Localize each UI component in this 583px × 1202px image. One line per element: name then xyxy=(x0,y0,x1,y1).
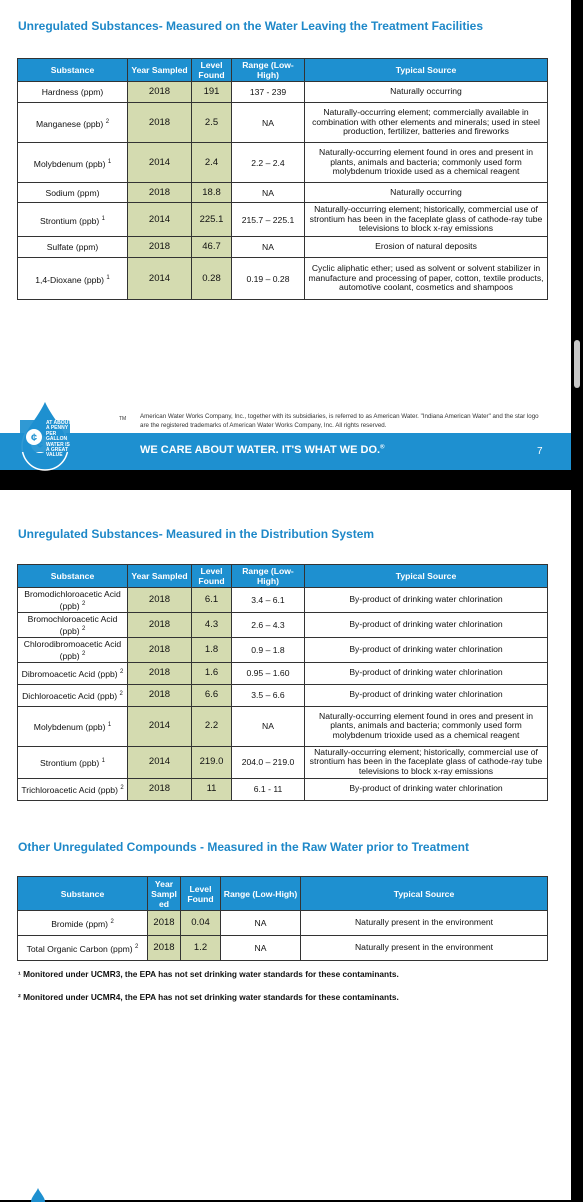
footnote-marker: 1 xyxy=(107,158,112,165)
water-drop-logo-icon xyxy=(28,1188,48,1202)
col-header-range: Range (Low-High) xyxy=(232,565,305,588)
cell-level-text: 46.7 xyxy=(202,241,221,252)
cell-substance-text: 1,4-Dioxane (ppb) xyxy=(35,274,105,285)
cell-substance xyxy=(18,588,128,613)
cell-level-text: 6.1 xyxy=(204,593,219,605)
footnote-ucmr3: ¹ Monitored under UCMR3, the EPA has not set drinking water standards for these contaminants. xyxy=(18,969,399,979)
cell-range xyxy=(232,237,305,258)
cell-source-text: Naturally-occurring element found in ores and present in plants, animals and bacteria; commonly used form molybdenum trioxide used as a chemical reagent xyxy=(318,710,533,740)
cell-substance-text: Sodium (ppm) xyxy=(45,187,100,198)
cell-substance-text: Molybdenum (ppb) xyxy=(33,158,106,169)
cell-level xyxy=(192,203,232,237)
cell-substance xyxy=(18,612,128,637)
cell-source xyxy=(305,778,548,800)
col-header-substance: Substance xyxy=(18,877,148,911)
table-row xyxy=(18,183,548,203)
distribution-system-table xyxy=(17,564,548,801)
cell-year xyxy=(128,706,192,746)
cell-year xyxy=(128,143,192,183)
table-row xyxy=(18,662,548,684)
cell-substance xyxy=(18,662,128,684)
cell-source xyxy=(301,911,548,936)
trademark-mark: TM xyxy=(119,416,127,422)
cell-year-text: 2018 xyxy=(148,618,171,630)
cell-range xyxy=(232,612,305,637)
cell-level-text: 2.2 xyxy=(204,720,219,732)
cell-range-text: NA xyxy=(262,117,274,128)
cell-source xyxy=(305,637,548,662)
table-row xyxy=(18,911,548,936)
cell-year-text: 2018 xyxy=(153,942,175,953)
cell-source-text: Naturally present in the environment xyxy=(354,917,494,928)
cell-source xyxy=(305,203,548,237)
cell-substance xyxy=(18,237,128,258)
report-page-7 xyxy=(0,0,571,470)
cell-range-text: 3.4 – 6.1 xyxy=(251,594,285,605)
cell-year-text: 2014 xyxy=(148,213,171,225)
cell-year-text: 2018 xyxy=(153,917,175,928)
cell-year xyxy=(128,662,192,684)
cell-level-text: 1.6 xyxy=(204,667,219,679)
cell-range-text: NA xyxy=(254,918,267,928)
cell-year xyxy=(128,684,192,706)
scrollbar-thumb[interactable] xyxy=(574,340,580,388)
footnote-marker: 1 xyxy=(106,274,110,281)
cell-source xyxy=(305,143,548,183)
raw-water-table xyxy=(17,876,548,961)
cell-substance-text: Molybdenum (ppb) xyxy=(33,722,106,732)
table-row xyxy=(18,203,548,237)
col-header-year: Year Sampl ed xyxy=(148,877,181,911)
cell-level xyxy=(192,237,232,258)
cell-source xyxy=(305,684,548,706)
cell-source xyxy=(301,936,548,961)
col-header-substance: Substance xyxy=(18,565,128,588)
cell-level-text: 18.8 xyxy=(202,186,221,198)
cell-range xyxy=(232,778,305,800)
cell-year-text: 2014 xyxy=(148,720,171,732)
cell-range-text: 6.1 - 11 xyxy=(253,784,283,795)
cell-substance xyxy=(18,203,128,237)
tagline: WE CARE ABOUT WATER. IT'S WHAT WE DO.® xyxy=(140,444,385,456)
col-header-level: Level Found xyxy=(192,565,232,588)
cell-level xyxy=(192,706,232,746)
legal-text: American Water Works Company, Inc., together with its subsidiaries, is referred to as American Water. "Indiana American Water" and the star logo are the registered trademarks of American Water Works Company, Inc. All rights reserved. xyxy=(140,413,539,429)
cell-range xyxy=(221,911,301,936)
cell-source-text: By-product of drinking water chlorination xyxy=(349,594,503,605)
cell-source-text: By-product of drinking water chlorination xyxy=(349,643,503,654)
cell-level-text: 6.6 xyxy=(204,689,219,701)
cell-source-text: Erosion of natural deposits xyxy=(375,241,477,252)
cell-substance xyxy=(18,258,128,300)
footnote-marker: 2 xyxy=(82,650,86,657)
cell-level-text: 11 xyxy=(206,783,217,795)
cell-range-text: NA xyxy=(262,721,274,732)
page-number: 7 xyxy=(537,446,543,457)
footnote-marker: 2 xyxy=(119,691,123,698)
cell-range xyxy=(232,637,305,662)
cell-range-text: 2.2 – 2.4 xyxy=(251,157,285,168)
cell-range-text: 204.0 – 219.0 xyxy=(241,757,295,768)
section-heading-raw-water: Other Unregulated Compounds - Measured in the Raw Water prior to Treatment xyxy=(18,840,469,854)
cell-source-text: Naturally present in the environment xyxy=(354,942,494,953)
cell-source xyxy=(305,258,548,300)
cell-substance xyxy=(18,183,128,203)
cell-source-text: By-product of drinking water chlorination xyxy=(349,783,503,794)
cell-range xyxy=(232,746,305,778)
cell-substance xyxy=(18,706,128,746)
col-header-range: Range (Low-High) xyxy=(232,59,305,82)
cell-source-text: Naturally-occurring element; commercially available in combination with other elements and minerals; used in steel production, fertilizer, batteries and fireworks xyxy=(312,107,540,137)
cell-year xyxy=(128,778,192,800)
footnote-marker: 2 xyxy=(120,669,124,676)
cell-range-text: 0.95 – 1.60 xyxy=(246,668,290,679)
cell-year-text: 2018 xyxy=(148,116,171,128)
cell-range-text: 0.19 – 0.28 xyxy=(246,273,290,284)
footnote-marker: 2 xyxy=(82,601,86,607)
footnote-marker: 2 xyxy=(135,944,139,951)
cell-substance-text: Hardness (ppm) xyxy=(41,87,104,97)
logo-text: AT ABOUT A PENNY PER GALLON WATER IS A GREAT VALUE xyxy=(46,420,72,459)
footnote-marker: 2 xyxy=(105,118,110,125)
cell-level xyxy=(192,778,232,800)
cell-year-text: 2018 xyxy=(148,783,171,795)
section-heading-distribution: Unregulated Substances- Measured in the Distribution System xyxy=(18,527,375,541)
cell-range xyxy=(232,706,305,746)
col-header-source: Typical Source xyxy=(301,877,548,911)
cell-level-text: 219.0 xyxy=(199,756,224,768)
table-row xyxy=(18,637,548,662)
cell-level xyxy=(181,911,221,936)
cell-substance-text: Strontium (ppb) xyxy=(40,215,100,226)
cell-substance xyxy=(18,746,128,778)
cell-source xyxy=(305,237,548,258)
col-header-source: Typical Source xyxy=(305,59,548,82)
footnote-marker: 2 xyxy=(82,625,86,632)
cell-range xyxy=(232,662,305,684)
cell-year-text: 2014 xyxy=(148,756,171,768)
cell-substance-text: Trichloroacetic Acid (ppb) xyxy=(21,785,118,795)
cell-year xyxy=(148,936,181,961)
cell-source-text: By-product of drinking water chlorination xyxy=(349,619,503,630)
cell-level xyxy=(192,588,232,613)
cell-year-text: 2018 xyxy=(148,667,171,679)
cell-level xyxy=(192,662,232,684)
cell-year xyxy=(128,637,192,662)
cell-substance-text: Bromide (ppm) xyxy=(51,918,109,929)
cell-year xyxy=(128,237,192,258)
table-row xyxy=(18,143,548,183)
cell-year-text: 2018 xyxy=(148,593,171,605)
cell-year xyxy=(128,588,192,613)
cell-year-text: 2018 xyxy=(148,643,171,655)
water-drop-logo-icon xyxy=(16,400,74,470)
cell-source-text: Naturally-occurring element; historically, commercial use of strontium has been in the faceplate glass of cathode-ray tube televisions to block x-ray emissions xyxy=(309,204,543,234)
cell-substance xyxy=(18,778,128,800)
cell-range xyxy=(232,588,305,613)
cell-range-text: 137 - 239 xyxy=(249,87,287,97)
table-row xyxy=(18,778,548,800)
col-header-substance: Substance xyxy=(18,59,128,82)
table-row xyxy=(18,612,548,637)
cell-range xyxy=(232,82,305,103)
cell-year xyxy=(128,612,192,637)
cell-substance xyxy=(18,143,128,183)
cell-range-text: NA xyxy=(262,242,274,252)
table-row xyxy=(18,588,548,613)
cell-level xyxy=(192,82,232,103)
cell-substance-text: Strontium (ppb) xyxy=(40,758,100,768)
cell-source-text: Naturally-occurring element; historically, commercial use of strontium has been in the faceplate glass of cathode-ray tube televisions to block x-ray emissions xyxy=(309,746,543,776)
table-row xyxy=(18,936,548,961)
cell-year-text: 2014 xyxy=(148,156,171,168)
cell-year xyxy=(128,258,192,300)
cell-range-text: NA xyxy=(262,187,274,198)
cell-range xyxy=(232,143,305,183)
footnote-marker: 1 xyxy=(107,722,112,729)
cell-level-text: 0.04 xyxy=(191,917,210,928)
cell-range xyxy=(232,684,305,706)
table-row xyxy=(18,103,548,143)
table-row xyxy=(18,746,548,778)
cell-substance-text: Manganese (ppb) xyxy=(35,118,104,129)
cell-substance-text: Bromochloroacetic Acid (ppb) xyxy=(27,613,118,636)
cell-level xyxy=(192,612,232,637)
footnote-marker: 2 xyxy=(110,919,114,926)
col-header-year: Year Sampled xyxy=(128,59,192,82)
cell-level xyxy=(192,103,232,143)
cell-substance-text: Dibromoacetic Acid (ppb) xyxy=(21,669,118,679)
col-header-level: Level Found xyxy=(181,877,221,911)
footnote-marker: 1 xyxy=(101,215,105,222)
cell-level-text: 2.4 xyxy=(204,156,219,168)
col-header-source: Typical Source xyxy=(305,565,548,588)
cell-source xyxy=(305,82,548,103)
cell-substance-text: Bromodichloroacetic Acid (ppb) xyxy=(24,589,121,611)
cell-year xyxy=(128,82,192,103)
report-page-8 xyxy=(0,490,571,1200)
col-header-level: Level Found xyxy=(192,59,232,82)
cell-level-text: 1.8 xyxy=(204,643,219,655)
cell-year-text: 2018 xyxy=(148,689,171,701)
col-header-range: Range (Low-High) xyxy=(221,877,301,911)
footnote-marker: 1 xyxy=(101,758,105,765)
cell-substance-text: Sulfate (ppm) xyxy=(46,242,99,252)
cell-source xyxy=(305,103,548,143)
cell-level-text: 1.2 xyxy=(193,942,208,953)
section-heading-treatment: Unregulated Substances- Measured on the Water Leaving the Treatment Facilities xyxy=(18,19,483,33)
cell-substance-text: Total Organic Carbon (ppm) xyxy=(26,943,133,954)
cell-range-text: 3.5 – 6.6 xyxy=(251,690,285,701)
cell-substance xyxy=(18,103,128,143)
cell-year-text: 2018 xyxy=(148,86,171,97)
cell-source xyxy=(305,706,548,746)
cell-source-text: Naturally occurring xyxy=(390,86,462,97)
cell-level xyxy=(181,936,221,961)
cell-source-text: Cyclic aliphatic ether; used as solvent or solvent stabilizer in manufacture and processing of paper, cotton, textile products, automotive coolant, cosmetics and shampoos xyxy=(308,263,544,293)
cell-range-text: 2.6 – 4.3 xyxy=(251,619,285,630)
treatment-facilities-table xyxy=(17,58,548,300)
cell-substance xyxy=(18,637,128,662)
cell-substance-text: Chlorodibromoacetic Acid (ppb) xyxy=(23,638,122,661)
cell-substance xyxy=(18,684,128,706)
cell-year-text: 2018 xyxy=(148,241,171,252)
table-row xyxy=(18,706,548,746)
cell-range xyxy=(232,203,305,237)
cell-year-text: 2014 xyxy=(148,272,171,284)
footnote-marker: 2 xyxy=(120,785,124,792)
cell-level xyxy=(192,637,232,662)
cell-level-text: 191 xyxy=(203,86,220,97)
cell-range-text: NA xyxy=(254,943,267,953)
svg-text:¢: ¢ xyxy=(30,432,38,444)
cell-level xyxy=(192,746,232,778)
cell-range xyxy=(232,103,305,143)
scroll-track xyxy=(571,0,583,1200)
cell-source xyxy=(305,746,548,778)
cell-source xyxy=(305,612,548,637)
table-row xyxy=(18,684,548,706)
footnote-ucmr4: ² Monitored under UCMR4, the EPA has not set drinking water standards for these contaminants. xyxy=(18,992,399,1002)
cell-year xyxy=(128,746,192,778)
cell-range xyxy=(221,936,301,961)
cell-level xyxy=(192,183,232,203)
col-header-year: Year Sampled xyxy=(128,565,192,588)
table-row xyxy=(18,82,548,103)
cell-substance xyxy=(18,936,148,961)
cell-level xyxy=(192,258,232,300)
cell-year xyxy=(128,103,192,143)
cell-year xyxy=(128,183,192,203)
cell-year-text: 2018 xyxy=(148,186,171,198)
cell-source-text: Naturally-occurring element found in ores and present in plants, animals and bacteria; commonly used form molybdenum trioxide used as a chemical reagent xyxy=(318,147,533,177)
cell-level xyxy=(192,143,232,183)
cell-source xyxy=(305,183,548,203)
cell-range-text: 215.7 – 225.1 xyxy=(241,214,295,225)
cell-range xyxy=(232,183,305,203)
cell-source-text: Naturally occurring xyxy=(390,186,462,197)
cell-level xyxy=(192,684,232,706)
cell-level-text: 225.1 xyxy=(199,213,224,225)
table-row xyxy=(18,258,548,300)
cell-source-text: By-product of drinking water chlorination xyxy=(349,689,503,700)
cell-year xyxy=(148,911,181,936)
cell-range-text: 0.9 – 1.8 xyxy=(251,644,285,655)
table-row xyxy=(18,237,548,258)
cell-substance-text: Dichloroacetic Acid (ppb) xyxy=(22,691,118,701)
cell-range xyxy=(232,258,305,300)
cell-level-text: 2.5 xyxy=(204,116,219,128)
cell-source xyxy=(305,588,548,613)
cell-substance xyxy=(18,82,128,103)
cell-source xyxy=(305,662,548,684)
cell-substance xyxy=(18,911,148,936)
cell-level-text: 0.28 xyxy=(202,272,221,284)
cell-year xyxy=(128,203,192,237)
cell-source-text: By-product of drinking water chlorination xyxy=(349,667,503,678)
cell-level-text: 4.3 xyxy=(204,618,219,630)
